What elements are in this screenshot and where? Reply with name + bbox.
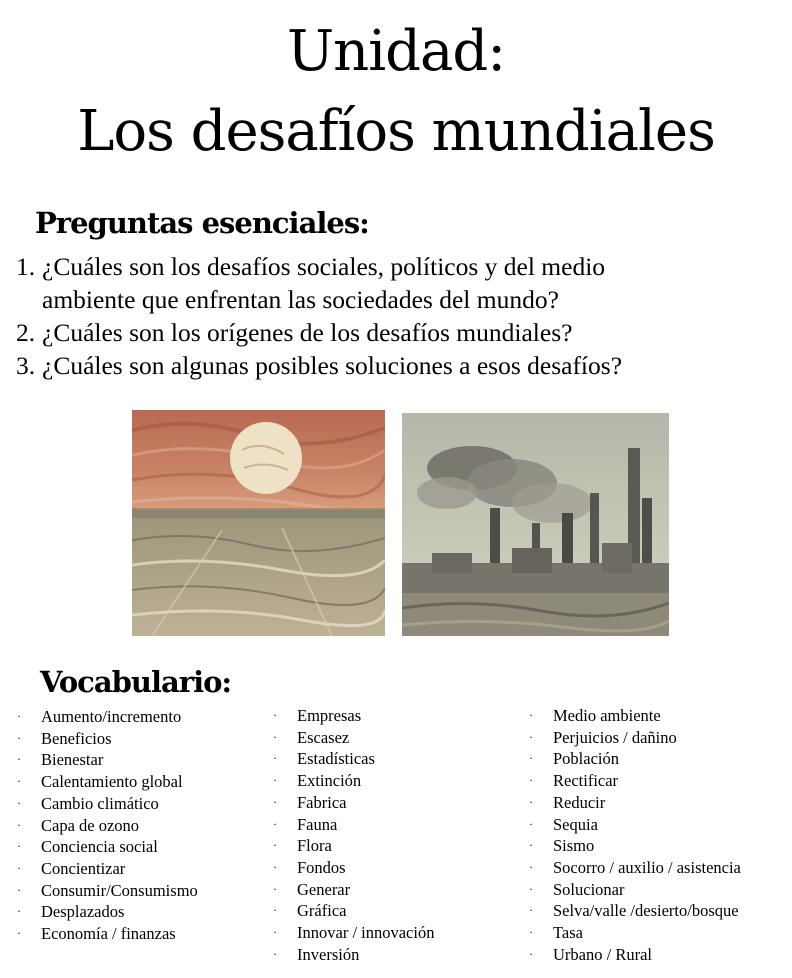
bullet-icon: · <box>529 773 533 788</box>
question-item <box>0 250 742 316</box>
vocab-term: Fondos <box>297 857 346 877</box>
vocab-item <box>273 944 434 966</box>
vocab-term: Flora <box>297 836 332 856</box>
essential-questions-list <box>0 250 742 382</box>
vocab-term: Sismo <box>553 836 595 856</box>
industrial-smokestacks-image <box>402 413 669 636</box>
vocab-term: Extinción <box>297 771 362 791</box>
bullet-icon: · <box>273 859 277 874</box>
vocab-item <box>273 727 434 749</box>
vocab-item <box>529 879 741 901</box>
question-text: ¿Cuáles son los desafíos sociales, políticos y del medio <box>42 252 606 281</box>
bullet-icon: · <box>17 774 21 789</box>
vocab-item <box>529 748 741 770</box>
vocab-term: Gráfica <box>297 901 347 921</box>
bullet-icon: · <box>529 881 533 896</box>
vocab-item <box>529 900 741 922</box>
vocabulary-heading: Vocabulario: <box>40 665 232 699</box>
question-text: ¿Cuáles son los orígenes de los desafíos mundiales? <box>42 318 573 347</box>
bullet-icon: · <box>273 773 277 788</box>
bullet-icon: · <box>17 860 21 875</box>
bullet-icon: · <box>273 751 277 766</box>
bullet-icon: · <box>529 946 533 961</box>
vocab-item <box>17 793 198 815</box>
vocab-term: Escasez <box>297 727 350 747</box>
vocab-item <box>17 923 198 945</box>
vocab-item <box>529 922 741 944</box>
bullet-icon: · <box>529 794 533 809</box>
vocab-term: Economía / finanzas <box>41 924 176 944</box>
vocab-item <box>529 835 741 857</box>
vocab-item <box>17 836 198 858</box>
vocab-term: Población <box>553 749 619 769</box>
questions-heading: Preguntas esenciales: <box>35 206 369 240</box>
vocab-term: Desplazados <box>41 902 125 922</box>
vocab-term: Rectificar <box>553 771 619 791</box>
vocab-term: Cambio climático <box>41 793 159 813</box>
vocab-term: Empresas <box>297 706 362 725</box>
bullet-icon: · <box>17 839 21 854</box>
vocab-term: Generar <box>297 879 351 899</box>
vocab-item <box>273 835 434 857</box>
vocab-term: Tasa <box>553 923 583 943</box>
question-text-cont: ambiente que enfrentan las sociedades del mundo? <box>42 285 559 314</box>
vocab-item <box>17 901 198 923</box>
vocabulary-column-1 <box>17 706 198 945</box>
desert-landscape-image <box>132 410 385 636</box>
bullet-icon: · <box>273 794 277 809</box>
vocab-term: Aumento/incremento <box>41 707 182 726</box>
vocab-item <box>273 770 434 792</box>
vocab-term: Selva/valle /desierto/bosque <box>553 901 739 921</box>
vocabulary-column-2 <box>273 705 435 965</box>
bullet-icon: · <box>273 838 277 853</box>
vocab-item <box>273 900 434 922</box>
page-title-line-1: Unidad: <box>286 19 506 84</box>
bullet-icon: · <box>529 925 533 940</box>
bullet-icon: · <box>17 926 21 941</box>
vocab-term: Concientizar <box>41 858 126 878</box>
bullet-icon: · <box>17 904 21 919</box>
bullet-icon: · <box>529 838 533 853</box>
question-number: 2. <box>16 318 36 347</box>
vocab-item <box>273 814 434 836</box>
vocab-item <box>529 814 741 836</box>
vocab-item <box>529 705 741 727</box>
vocab-item <box>529 857 741 879</box>
vocab-item <box>17 771 198 793</box>
vocab-term: Inversión <box>297 944 360 964</box>
question-text: ¿Cuáles son algunas posibles soluciones a esos desafíos? <box>42 351 623 380</box>
vocab-term: Solucionar <box>553 879 625 899</box>
vocab-term: Estadísticas <box>297 749 375 769</box>
bullet-icon: · <box>17 795 21 810</box>
vocab-item <box>17 815 198 837</box>
vocab-term: Calentamiento global <box>41 772 183 792</box>
vocab-item <box>529 727 741 749</box>
vocab-item <box>17 749 198 771</box>
vocab-item <box>17 728 198 750</box>
vocab-item <box>529 792 741 814</box>
vocab-item <box>529 770 741 792</box>
vocab-item <box>273 705 434 727</box>
bullet-icon: · <box>273 816 277 831</box>
bullet-icon: · <box>529 903 533 918</box>
vocab-term: Medio ambiente <box>553 706 661 725</box>
bullet-icon: · <box>273 708 277 722</box>
vocab-term: Sequia <box>553 814 598 834</box>
bullet-icon: · <box>273 881 277 896</box>
vocab-term: Capa de ozono <box>41 815 140 835</box>
bullet-icon: · <box>273 729 277 744</box>
vocab-term: Conciencia social <box>41 837 158 857</box>
bullet-icon: · <box>529 729 533 744</box>
vocab-term: Innovar / innovación <box>297 923 435 943</box>
vocabulary-column-3 <box>529 705 741 965</box>
bullet-icon: · <box>529 751 533 766</box>
bullet-icon: · <box>17 752 21 767</box>
bullet-icon: · <box>529 708 533 722</box>
bullet-icon: · <box>17 730 21 745</box>
vocab-item <box>17 858 198 880</box>
bullet-icon: · <box>273 925 277 940</box>
vocab-term: Fauna <box>297 814 338 834</box>
vocab-item <box>273 879 434 901</box>
vocab-term: Urbano / Rural <box>553 944 652 964</box>
vocab-term: Beneficios <box>41 728 112 748</box>
vocab-item <box>273 792 434 814</box>
bullet-icon: · <box>273 903 277 918</box>
vocab-item <box>17 880 198 902</box>
vocab-term: Consumir/Consumismo <box>41 880 198 900</box>
vocab-item <box>529 944 741 966</box>
bullet-icon: · <box>273 946 277 961</box>
question-item <box>0 349 742 382</box>
vocab-item <box>17 706 198 728</box>
vocab-term: Fabrica <box>297 792 347 812</box>
question-number: 1. <box>16 252 36 281</box>
bullet-icon: · <box>529 859 533 874</box>
vocab-term: Reducir <box>553 792 606 812</box>
vocab-term: Perjuicios / dañino <box>553 727 677 747</box>
vocab-item <box>273 857 434 879</box>
question-number: 3. <box>16 351 36 380</box>
bullet-icon: · <box>17 817 21 832</box>
bullet-icon: · <box>17 709 21 723</box>
page-title-line-2: Los desafíos mundiales <box>77 99 715 164</box>
vocab-item <box>273 922 435 944</box>
question-item <box>0 316 742 349</box>
bullet-icon: · <box>529 816 533 831</box>
vocab-item <box>273 748 434 770</box>
vocab-term: Socorro / auxilio / asistencia <box>553 857 741 877</box>
vocab-term: Bienestar <box>41 750 104 770</box>
bullet-icon: · <box>17 882 21 897</box>
